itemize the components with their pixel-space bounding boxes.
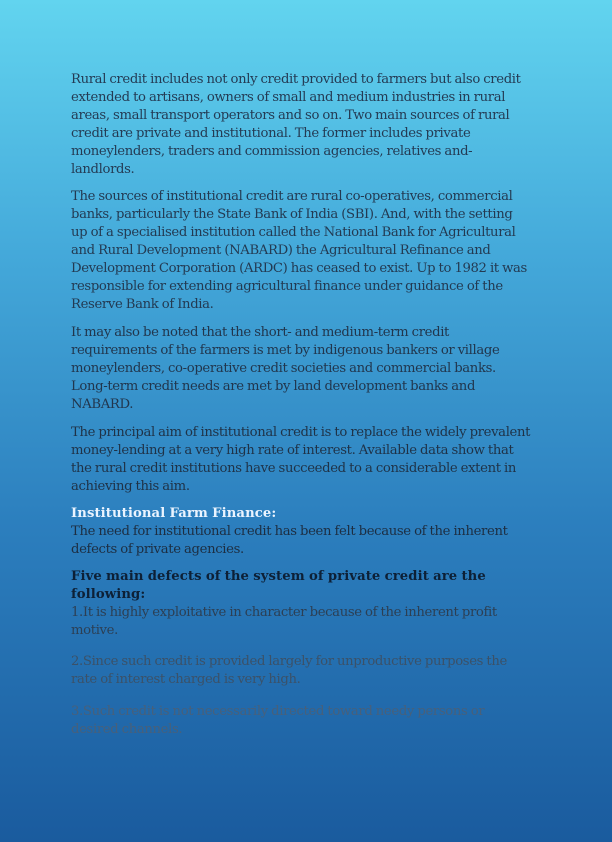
paragraph-principal-aim: The principal aim of institutional credit is to replace the widely prevalent money-lending at a very high rate of interest. Available data show that the rural credit institutions have succeeded to a considerable extent in achieving this aim. (71, 425, 531, 494)
paragraph-institutional-sources: The sources of institutional credit are rural co-operatives, commercial banks, particularly the State Bank of India (SBI). And, with the setting up of a specialised institution called the National Bank for Agricultural and Rural Development (NABARD) the Agricultural Refinance and Development Corporation (ARDC) has ceased to exist. Up to 1982 it was responsible for extending agricultural finance under guidance of the Reserve Bank of India. (71, 189, 527, 312)
document-body (71, 71, 531, 739)
section-text-institutional: The need for institutional credit has been felt because of the inherent defects of private agencies. (71, 524, 508, 557)
defect-item-3: 3.Such credit is not necessarily directed toward needy persons or desired channels. (71, 704, 485, 737)
defect-item-1: 1.It is highly exploitative in character because of the inherent profit motive. (71, 605, 497, 638)
defect-item-2: 2.Since such credit is provided largely for unproductive purposes the rate of interest charged is very high. (71, 654, 507, 687)
section-heading-defects: Five main defects of the system of private credit are the following: (71, 569, 486, 602)
section-defects (71, 568, 531, 640)
section-heading-institutional: Institutional Farm Finance: (71, 506, 277, 521)
section-institutional-farm-finance (71, 505, 531, 559)
paragraph-rural-credit: Rural credit includes not only credit provided to farmers but also credit extended to artisans, owners of small and medium industries in rural areas, small transport operators and so on. Two main sources of rural credit are private and institutional. The former includes private moneylenders, traders and commission agencies, relatives and- landlords. (71, 72, 521, 177)
paragraph-credit-requirements: It may also be noted that the short- and medium-term credit requirements of the farmers is met by indigenous bankers or village moneylenders, co-operative credit societies and commercial banks. Long-term credit needs are met by land development banks and NABARD. (71, 325, 500, 412)
